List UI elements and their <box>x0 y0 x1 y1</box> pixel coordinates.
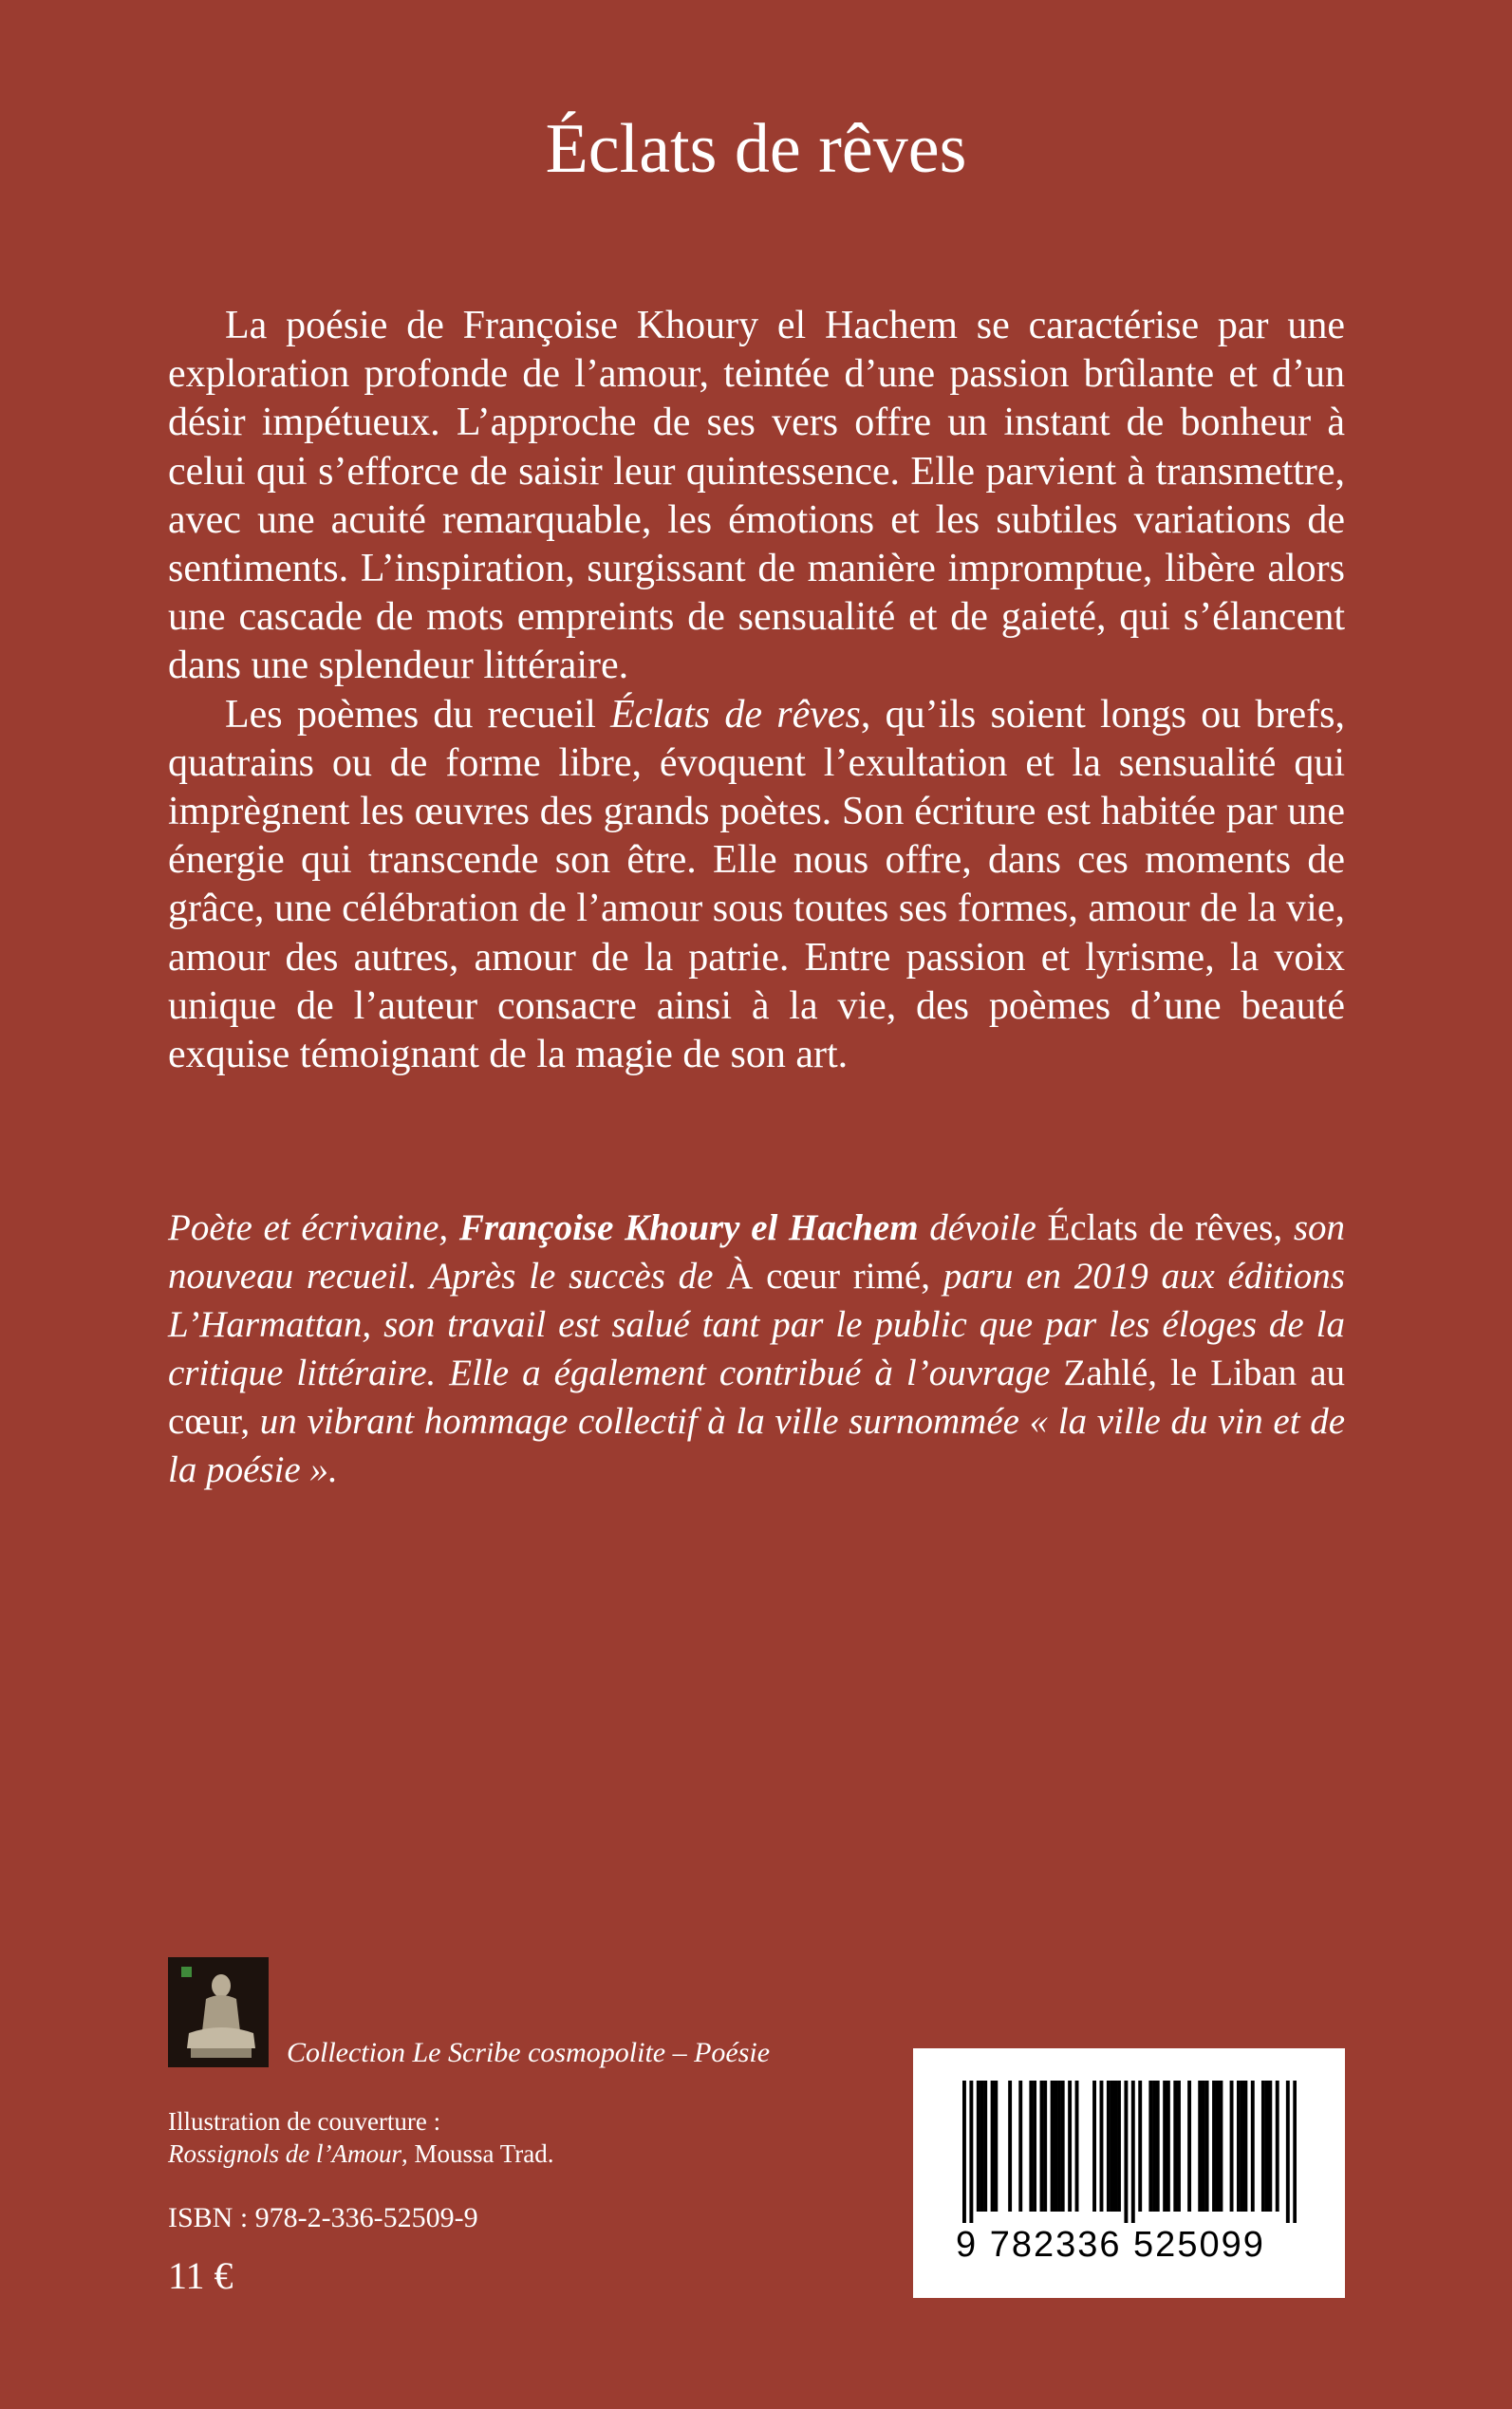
barcode-bar <box>1138 2081 1142 2212</box>
barcode-bar <box>1205 2081 1209 2212</box>
barcode-bar <box>1251 2081 1255 2212</box>
author-bio-paragraph <box>168 1204 1345 1494</box>
barcode-bar <box>1167 2081 1170 2212</box>
summary-p2-start: Les poèmes du recueil <box>225 692 611 737</box>
barcode-bar <box>1148 2081 1152 2212</box>
bio-text-3: son nouveau recueil. Après le succès de <box>168 1207 1345 1297</box>
barcode-bar <box>1152 2081 1156 2212</box>
barcode-bar <box>1230 2081 1234 2212</box>
barcode-bar <box>983 2081 987 2212</box>
price: 11 € <box>168 2254 233 2297</box>
barcode-bar <box>1068 2081 1072 2212</box>
cover-illustration-credit <box>168 2105 554 2170</box>
barcode-bar <box>1177 2081 1181 2212</box>
summary-p2-end: , qu’ils soient longs ou brefs, quatrains ou de forme libre, évoquent l’exultation et la sensualité qui imprègnent les œuvres des grands poètes. Son écriture est habitée par une énergie qui transcende son être. Elle nous offre, dans ces moments de grâce, une célébration de l’amour sous toutes ses formes, amour de la vie, amour des autres, amour de la patrie. Entre passion et lyrisme, la voix unique de l’auteur consacre ainsi à la vie, des poèmes d’une beauté exquise témoignant de la magie de son art. <box>168 692 1346 1077</box>
bio-title-2: À cœur rimé, <box>726 1256 930 1297</box>
barcode-bar <box>994 2081 998 2212</box>
illustration-label: Illustration de couverture : <box>168 2107 441 2136</box>
barcode-bar <box>1124 2081 1128 2223</box>
barcode-bar <box>1202 2081 1205 2212</box>
barcode-bar <box>1117 2081 1121 2212</box>
barcode-bar <box>1293 2081 1297 2223</box>
barcode-bar <box>1054 2081 1057 2212</box>
barcode-bar <box>1100 2081 1104 2212</box>
barcode-bar <box>1051 2081 1055 2212</box>
barcode-bar <box>1008 2081 1012 2212</box>
barcode-bar <box>1061 2081 1065 2212</box>
barcode-bar <box>977 2081 980 2212</box>
barcode-bar <box>1040 2081 1044 2212</box>
bio-text-2: dévoile <box>918 1207 1048 1248</box>
scribe-statue-icon <box>168 1957 269 2067</box>
barcode-bar <box>1092 2081 1096 2212</box>
barcode-bar <box>1131 2081 1135 2223</box>
bio-author-name: Françoise Khoury el Hachem <box>458 1207 919 1248</box>
barcode-bar <box>1268 2081 1272 2212</box>
barcode-bar <box>1029 2081 1033 2212</box>
summary-paragraph-1: La poésie de Françoise Khoury el Hachem se caractérise par une exploration profonde de l’amour, teintée d’une passion brûlante et d’un désir impétueux. L’approche de ses vers offre un instant de bonheur à celui qui s’efforce de saisir leur quintessence. Elle parvient à transmettre, avec une acuité remarquable, les émotions et les subtiles variations de sentiments. L’inspiration, surgissant de manière impromptue, libère alors une cascade de mots empreints de sensualité et de gaieté, qui s’élancent dans une splendeur littéraire. <box>168 304 1345 688</box>
barcode-bar <box>1156 2081 1160 2212</box>
barcode-bar <box>1286 2081 1290 2223</box>
illustration-work: Rossignols de l’Amour <box>168 2139 401 2168</box>
barcode-bar <box>1241 2081 1244 2212</box>
bio-text-4: paru en 2019 aux éditions L’Harmattan, son travail est salué tant par le public que par les éloges de la critique littéraire. Elle a également contribué à l’ouvrage <box>168 1256 1345 1393</box>
barcode-bar <box>1265 2081 1269 2212</box>
book-title: Éclats de rêves <box>545 110 967 188</box>
bio-title-3: Zahlé, le Liban au cœur, <box>168 1353 1346 1442</box>
barcode-bar <box>1018 2081 1022 2212</box>
barcode-bar <box>962 2081 966 2223</box>
barcode-bar <box>1237 2081 1241 2212</box>
barcode-bar <box>1261 2081 1265 2212</box>
barcode-bar <box>1043 2081 1047 2212</box>
barcode-bar <box>1057 2081 1061 2212</box>
barcode-bar <box>1212 2081 1216 2212</box>
bio-text-5: un vibrant hommage collectif à la ville surnommée « la ville du vin et de la poésie ». <box>168 1401 1345 1490</box>
publisher-logo <box>168 1957 269 2067</box>
barcode <box>913 2048 1345 2298</box>
bio-text-1: Poète et écrivaine, <box>168 1207 459 1248</box>
author-bio <box>168 1204 1345 1494</box>
barcode-bar <box>1163 2081 1167 2212</box>
barcode-bar <box>980 2081 984 2212</box>
illustration-artist: , Moussa Trad. <box>401 2139 554 2168</box>
barcode-bar <box>1173 2081 1177 2212</box>
barcode-bar <box>969 2081 973 2223</box>
barcode-bar <box>1111 2081 1114 2212</box>
barcode-bar <box>1107 2081 1111 2212</box>
back-cover-summary <box>168 302 1345 1079</box>
summary-paragraph-2 <box>168 691 1345 1080</box>
isbn: ISBN : 978-2-336-52509-9 <box>168 2202 478 2233</box>
barcode-bar <box>991 2081 995 2212</box>
barcode-bar <box>1219 2081 1223 2212</box>
bio-title-1: Éclats de rêves, <box>1047 1207 1283 1248</box>
barcode-bar <box>1243 2081 1247 2212</box>
barcode-bar <box>1187 2081 1191 2212</box>
illustration-source <box>168 2138 554 2170</box>
barcode-bar <box>1075 2081 1079 2212</box>
barcode-bars <box>962 2081 1297 2223</box>
barcode-bar <box>1276 2081 1279 2212</box>
collection-name: Collection Le Scribe cosmopolite – Poésie <box>287 2037 771 2068</box>
barcode-digits: 9 782336 525099 <box>956 2225 1265 2265</box>
barcode-bar <box>1033 2081 1036 2212</box>
barcode-bar <box>1216 2081 1220 2212</box>
barcode-bar <box>1198 2081 1202 2212</box>
barcode-bar <box>1113 2081 1117 2212</box>
summary-p2-book-title: Éclats de rêves <box>610 692 861 737</box>
